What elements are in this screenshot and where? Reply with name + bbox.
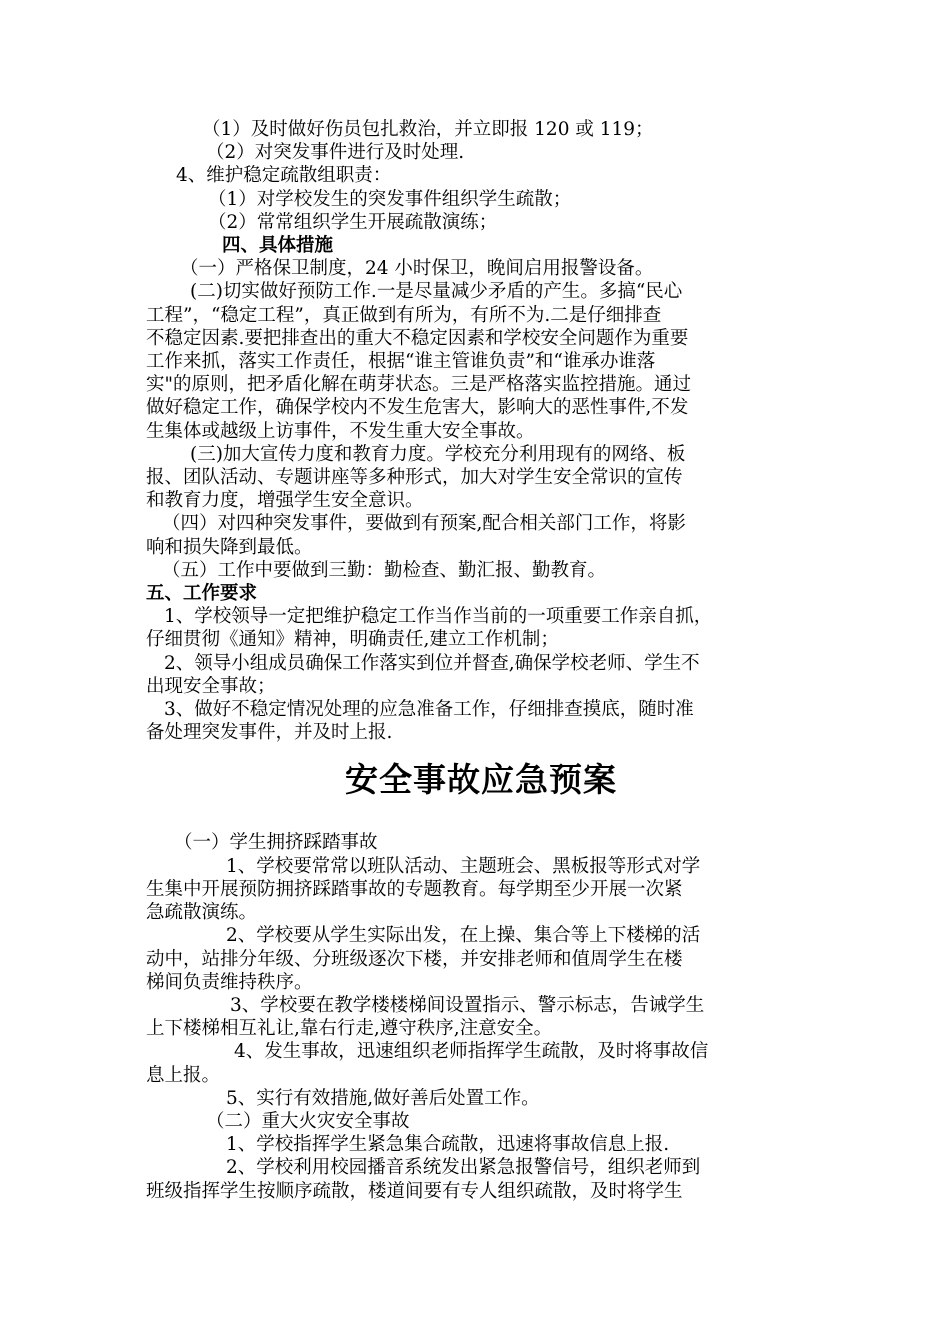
text-line: 1、学校要常常以班队活动、主题班会、黑板报等形式对学	[226, 855, 701, 877]
text-line: 生集中开展预防拥挤踩踏事故的专题教育。每学期至少开展一次紧	[146, 878, 683, 900]
text-line: （五）工作中要做到三勤：勤检查、勤汇报、勤教育。	[162, 559, 607, 581]
text-line: 响和损失降到最低。	[146, 536, 313, 558]
text-line: 动中，站排分年级、分班级逐次下楼，并安排老师和值周学生在楼	[146, 948, 683, 970]
section-heading: 四、具体措施	[222, 235, 334, 257]
text-line: 不稳定因素.要把排查出的重大不稳定因素和学校安全问题作为重要	[146, 327, 689, 349]
text-line: 班级指挥学生按顺序疏散，楼道间要有专人组织疏散，及时将学生	[146, 1180, 683, 1202]
text-line: 生集体或越级上访事件，不发生重大安全事故。	[146, 420, 535, 442]
text-line: 实"的原则，把矛盾化解在萌芽状态。三是严格落实监控措施。通过	[146, 374, 692, 396]
body-text-lower	[146, 831, 816, 1202]
text-line: 4、维护稳定疏散组职责：	[176, 165, 392, 187]
document-heading: 安全事故应急预案	[345, 760, 617, 800]
text-line: 5、实行有效措施,做好善后处置工作。	[226, 1087, 540, 1109]
text-line: 工作来抓，落实工作责任，根据“谁主管谁负责”和“谁承办谁落	[146, 351, 656, 373]
text-line: 1、学校领导一定把维护稳定工作当作当前的一项重要工作亲自抓，	[164, 606, 713, 628]
text-line: 1、学校指挥学生紧急集合疏散，迅速将事故信息上报.	[226, 1134, 670, 1156]
text-line: 3、做好不稳定情况处理的应急准备工作，仔细排查摸底，随时准	[164, 699, 694, 721]
text-line: （四）对四种突发事件，要做到有预案,配合相关部门工作，将影	[162, 513, 686, 535]
text-line: （2）对突发事件进行及时处理.	[206, 142, 465, 164]
body-text-upper	[146, 118, 816, 744]
text-line: 2、领导小组成员确保工作落实到位并督查,确保学校老师、学生不	[164, 652, 700, 674]
text-line: （一）学生拥挤踩踏事故	[174, 832, 378, 854]
text-line: 和教育力度，增强学生安全意识。	[146, 490, 424, 512]
text-line: 做好稳定工作，确保学校内不发生危害大，影响大的恶性事件,不发	[146, 397, 689, 419]
text-line: （二）重大火灾安全事故	[206, 1110, 410, 1132]
text-line: （1）及时做好伤员包扎救治，并立即报 120 或 119；	[202, 119, 654, 140]
text-line: （1）对学校发生的突发事件组织学生疏散；	[208, 188, 572, 210]
text-line: 工程”，“稳定工程”，真正做到有所为，有所不为.二是仔细排查	[146, 304, 662, 326]
section-heading: 五、工作要求	[146, 583, 258, 605]
text-line: 出现安全事故；	[146, 675, 276, 697]
text-line: 上下楼梯相互礼让,靠右行走,遵守秩序,注意安全。	[146, 1018, 553, 1040]
text-line: (三)加大宣传力度和教育力度。学校充分利用现有的网络、板	[190, 443, 686, 465]
text-line: （2）常常组织学生开展疏散演练；	[208, 211, 498, 233]
text-line: （一）严格保卫制度，24 小时保卫，晚间启用报警设备。	[180, 258, 654, 280]
text-line: (二)切实做好预防工作.一是尽量减少矛盾的产生。多搞“民心	[190, 281, 683, 303]
document-page	[146, 118, 816, 1203]
text-line: 梯间负责维持秩序。	[146, 971, 313, 993]
text-line: 备处理突发事件，并及时上报.	[146, 722, 393, 744]
text-line: 2、学校利用校园播音系统发出紧急报警信号，组织老师到	[226, 1157, 701, 1179]
text-line: 仔细贯彻《通知》精神，明确责任,建立工作机制；	[146, 629, 559, 651]
text-line: 3、学校要在教学楼楼梯间设置指示、警示标志，告诫学生	[230, 994, 705, 1016]
text-line: 2、学校要从学生实际出发，在上操、集合等上下楼梯的活	[226, 925, 701, 947]
text-line: 息上报。	[146, 1064, 221, 1086]
text-line: 急疏散演练。	[146, 902, 258, 924]
text-line: 报、团队活动、专题讲座等多种形式，加大对学生安全常识的宣传	[146, 467, 683, 489]
text-line: 4、发生事故，迅速组织老师指挥学生疏散，及时将事故信	[234, 1041, 709, 1063]
